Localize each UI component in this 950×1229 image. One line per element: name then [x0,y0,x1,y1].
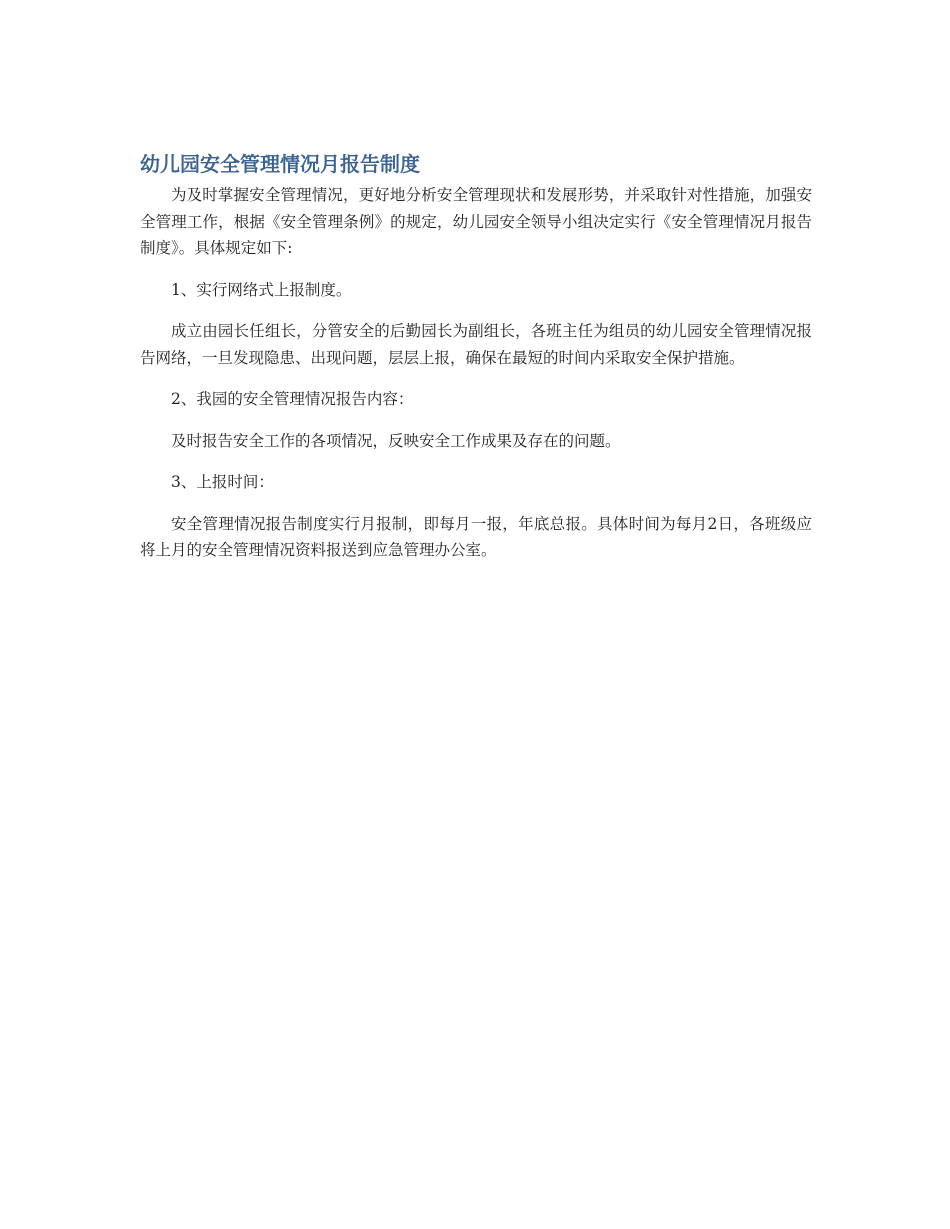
section-3-heading: 3、上报时间： [171,473,274,491]
section-1-paragraph: 成立由园长任组长，分管安全的后勤园长为副组长，各班主任为组员的幼儿园安全管理情况报告网络，一旦发现隐患、出现问题，层层上报，确保在最短的时间内采取安全保护措施。 [140,322,812,367]
section-2-heading: 2、我园的安全管理情况报告内容： [171,390,414,408]
document-body [140,149,812,579]
section-2-paragraph: 及时报告安全工作的各项情况，反映安全工作成果及存在的问题。 [171,431,621,450]
intro-paragraph: 为及时掌握安全管理情况，更好地分析安全管理现状和发展形势，并采取针对性措施，加强安全管理工作，根据《安全管理条例》的规定，幼儿园安全领导小组决定实行《安全管理情况月报告制度》。具体规定如下: [140,186,812,257]
document-title: 幼儿园安全管理情况月报告制度 [140,152,420,176]
section-3-paragraph: 安全管理情况报告制度实行月报制，即每月一报，年底总报。具体时间为每月2日，各班级应将上月的安全管理情况资料报送到应急管理办公室。 [140,514,812,559]
section-1-heading: 1、实行网络式上报制度。 [171,280,352,299]
